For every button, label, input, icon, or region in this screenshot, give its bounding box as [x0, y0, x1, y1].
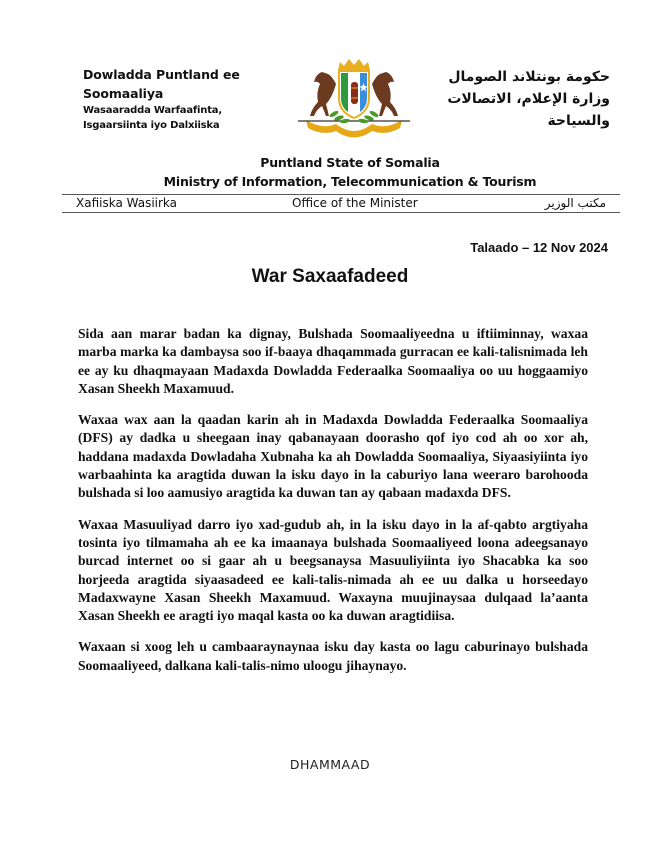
government-name-line1: Dowladda Puntland ee — [83, 67, 240, 82]
office-bar — [62, 195, 620, 212]
letterhead-arabic-block — [410, 66, 610, 132]
state-name: Puntland State of Somalia — [260, 155, 440, 170]
document-title: War Saxaafadeed — [251, 266, 409, 287]
header-divider-bottom — [62, 212, 620, 213]
document-body — [78, 325, 588, 688]
ministry-name-line1: Wasaaradda Warfaafinta, — [83, 105, 222, 116]
document-date: Talaado – 12 Nov 2024 — [470, 240, 608, 255]
office-somali: Xafiiska Wasiirka — [76, 196, 178, 210]
letterhead-somali-block — [83, 65, 283, 133]
coat-of-arms-icon — [292, 54, 416, 144]
arabic-government-name: حكومة بونتلاند الصومال — [448, 69, 610, 85]
paragraph-3: Waxaa Masuuliyad darro iyo xad-gudub ah, in la isku dayo in la af-qabto argtiyaha tosinta iyo tilmamaha ah ee ka imaanaya bulshada Soomaaliyeed loona adeegsanayo burcad internet oo si gaar ah u beegsanaysa Masuuliyiinta iyo Shacabka ka soo horjeeda aragtida siyaasadeed ee kali-talis-nimada ah ee uu dalka u horseedayo Madaxwayne Xasan Sheekh Maxamuud. Waxayna muujinaysaa dulqaad la’aanta Xasan Sheekh ee aragti iyo maqal kasta oo ka duwan aragtidiisa. — [78, 516, 588, 624]
ministry-name: Ministry of Information, Telecommunication & Tourism — [163, 174, 537, 189]
ministry-name-line2: Isgaarsiinta iyo Dalxiiska — [83, 120, 220, 131]
paragraph-1: Sida aan marar badan ka dignay, Bulshada Soomaaliyeedna u iftiiminnay, waxaa marba marka ka dambaysa soo if-baaya dhaqammada gurracan ee kali-talisnimada leh ee ay ku dhaqmayaan Madaxda Dowladda Federaalka Soomaaliya oo uu hoggaamiyo Xasan Sheekh Maxamuud. — [78, 326, 588, 396]
paragraph-4: Waxaan si xoog leh u cambaaraynaynaa isku day kasta oo lagu caburinayo bulshada Soomaaliyeed, dalkana kali-talis-nimo uloogu jihaynayo. — [78, 639, 588, 673]
paragraph-2: Waxaa wax aan la qaadan karin ah in Madaxda Dowladda Federaalka Soomaaliya (DFS) ay dadka u sheegaan inay qabanayaan doorasho qof iyo cod ah oo xor ah, haddana madaxda Dowladaha Xubnaha ka ah Dowladda Soomaaliya, Siyaasiyiinta iyo warbaahinta ka aragtida duwan la isku dayo in la caburiyo lana weeraro barohooda bulshada si loo aamusiyo aragtida ka duwan tan ay qabaan madaxda DFS. — [78, 412, 588, 501]
office-arabic: مكتب الوزير — [544, 196, 606, 210]
arabic-ministry-name: وزارة الإعلام، الاتصالات والسياحة — [447, 91, 610, 129]
closing-mark: DHAMMAAD — [289, 757, 371, 772]
government-name-line2: Soomaaliya — [83, 86, 164, 101]
office-english: Office of the Minister — [292, 196, 418, 210]
